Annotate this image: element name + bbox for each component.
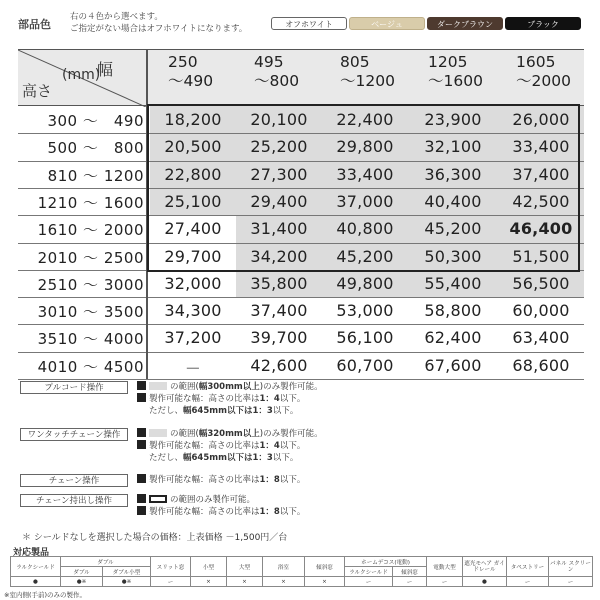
bottom-note: ※室内側(手前)のみの製作。 xyxy=(4,591,87,599)
width-range-to: ～2000 xyxy=(516,72,571,90)
product-support-mark: ー xyxy=(151,577,191,587)
width-range-from: 1205 xyxy=(428,53,468,71)
legend-line: 製作可能な幅：高さの比率は1：8以下。 xyxy=(137,506,305,518)
price-cell: 18,200 xyxy=(164,110,222,129)
legend-label-3: チェーン持出し操作 xyxy=(20,494,128,507)
product-support-mark: × xyxy=(305,577,345,587)
prod-header-6: 浴室 xyxy=(263,557,305,577)
price-cell: 32,100 xyxy=(424,137,482,157)
height-range-label: 3510 ～ 4000 xyxy=(37,330,144,349)
width-range-from: 250 xyxy=(168,53,198,71)
legend-label-1: ワンタッチチェーン操作 xyxy=(20,428,128,441)
price-cell: 25,200 xyxy=(250,137,308,157)
height-range-label: 2510 ～ 3000 xyxy=(37,275,144,294)
price-cell: 37,000 xyxy=(336,191,394,211)
prod-header-4: 小型 xyxy=(191,557,227,577)
price-cell: 31,400 xyxy=(250,219,308,239)
color-chip-1: ベージュ xyxy=(349,17,425,30)
bullet-square-icon xyxy=(137,381,146,390)
price-cell: 46,400 xyxy=(509,219,573,239)
prod-header-0: ラルクシールド xyxy=(11,557,61,577)
price-cell: 33,400 xyxy=(336,164,394,184)
width-range-from: 1605 xyxy=(516,53,556,71)
price-cell: 27,300 xyxy=(250,164,308,184)
prod-header-13: パネル スクリーン xyxy=(549,557,593,577)
legend-line: ただし、幅645mm以下は1：3以下。 xyxy=(149,453,299,463)
price-cell: 63,400 xyxy=(512,328,570,348)
shield-footnote: ＊ シールドなしを選択した場合の価格：上表価格 －1,500円／台 xyxy=(22,533,288,543)
height-range-label: 810 ～ 1200 xyxy=(47,166,144,185)
height-range-label: 1210 ～ 1600 xyxy=(37,193,144,212)
price-cell: 49,800 xyxy=(336,273,394,293)
bullet-square-icon xyxy=(137,474,146,483)
row-divider xyxy=(18,297,584,298)
width-range-header-4 xyxy=(516,53,600,91)
price-cell: － xyxy=(184,358,202,378)
price-cell: 29,400 xyxy=(250,191,308,211)
product-support-mark: ー xyxy=(507,577,549,587)
product-support-mark: ー xyxy=(549,577,593,587)
price-cell: 20,100 xyxy=(250,110,308,129)
price-cell: 68,600 xyxy=(512,355,570,375)
price-cell: 36,300 xyxy=(424,164,482,184)
price-cell: 35,800 xyxy=(250,273,308,293)
prod-header-12: タペストリー xyxy=(507,557,549,577)
parts-color-title: 部品色 xyxy=(18,18,51,31)
product-support-mark: ● xyxy=(11,577,61,587)
width-range-header-3 xyxy=(428,53,514,91)
legend-line: ただし、幅645mm以下は1：3以下。 xyxy=(149,406,299,416)
bullet-square-icon xyxy=(137,440,146,449)
parts-color-note xyxy=(70,11,247,35)
legend-line: の範囲(幅320mm以上)のみ製作可能。 xyxy=(137,428,323,440)
height-range-label: 4010 ～ 4500 xyxy=(37,357,144,376)
product-support-mark: × xyxy=(263,577,305,587)
bullet-square-icon xyxy=(137,506,146,515)
price-cell: 45,200 xyxy=(336,246,394,266)
price-cell: 22,800 xyxy=(164,164,222,184)
price-cell: 67,600 xyxy=(424,355,482,375)
row-divider xyxy=(18,352,584,353)
prod-header-5: 大型 xyxy=(227,557,263,577)
prod-values-row xyxy=(11,577,593,587)
prod-header-1: ダブル xyxy=(61,567,103,577)
price-cell: 29,800 xyxy=(336,137,394,157)
height-range-label: 300 ～ 490 xyxy=(47,112,144,130)
price-cell: 50,300 xyxy=(424,246,482,266)
price-cell: 22,400 xyxy=(336,110,394,129)
price-cell: 29,700 xyxy=(164,246,222,266)
price-cell: 20,500 xyxy=(164,137,222,157)
price-cell: 62,400 xyxy=(424,328,482,348)
height-range-label: 1610 ～ 2000 xyxy=(37,221,144,240)
unit-label: (mm) xyxy=(62,67,101,83)
width-range-header-0 xyxy=(168,53,254,91)
product-support-mark: ● xyxy=(463,577,507,587)
price-cell: 40,400 xyxy=(424,191,482,211)
height-label: 高さ xyxy=(22,82,53,100)
color-chip-0: オフホワイト xyxy=(271,17,347,30)
price-cell: 58,800 xyxy=(424,301,482,321)
price-cell: 56,500 xyxy=(512,273,570,293)
height-range-label: 500 ～ 800 xyxy=(47,139,144,158)
prod-header-8: ラルクシールド xyxy=(345,567,393,577)
product-support-mark: ●※ xyxy=(61,577,103,587)
width-range-to: ～1200 xyxy=(340,72,395,90)
prod-header-9: 傾斜窓 xyxy=(393,567,427,577)
product-support-mark: ー xyxy=(393,577,427,587)
product-support-mark: ー xyxy=(345,577,393,587)
gray-swatch-icon xyxy=(149,429,167,437)
prod-header-7: 傾斜窓 xyxy=(305,557,345,577)
width-range-from: 495 xyxy=(254,53,284,71)
price-cell: 60,700 xyxy=(336,355,394,375)
prod-header-11: 遮光モヘア ガイドレール xyxy=(463,557,507,577)
chain-pullout-range-frame xyxy=(147,104,580,272)
price-cell: 60,000 xyxy=(512,301,570,321)
height-range-label: 3010 ～ 3500 xyxy=(37,303,144,322)
price-cell: 37,200 xyxy=(164,328,222,348)
price-cell: 53,000 xyxy=(336,301,394,321)
legend-line: 製作可能な幅：高さの比率は1：4以下。 xyxy=(137,393,305,405)
price-cell: 33,400 xyxy=(512,137,570,157)
prod-header-10: 電動大型 xyxy=(427,557,463,577)
width-range-from: 805 xyxy=(340,53,370,71)
width-range-header-1 xyxy=(254,53,340,91)
color-chip-3: ブラック xyxy=(505,17,581,30)
legend-line: 製作可能な幅：高さの比率は1：8以下。 xyxy=(137,474,305,486)
legend-line: の範囲(幅300mm以上)のみ製作可能。 xyxy=(137,381,323,393)
price-cell: 34,300 xyxy=(164,301,222,321)
product-support-mark: × xyxy=(191,577,227,587)
width-range-header-2 xyxy=(340,53,426,91)
width-range-to: ～490 xyxy=(168,72,214,90)
product-support-mark: ー xyxy=(427,577,463,587)
products-table xyxy=(10,556,593,587)
row-divider xyxy=(18,379,584,380)
price-cell: 37,400 xyxy=(250,301,308,321)
price-cell: 25,100 xyxy=(164,191,222,211)
width-label: 幅 xyxy=(97,60,114,79)
color-chip-2: ダークブラウン xyxy=(427,17,503,30)
prod-group-homedecos: ホームデコス(電動) xyxy=(345,557,427,567)
price-cell: 27,400 xyxy=(164,219,222,239)
price-cell: 39,700 xyxy=(250,328,308,348)
row-divider xyxy=(18,324,584,325)
price-cell: 55,400 xyxy=(424,273,482,293)
price-cell: 42,600 xyxy=(250,355,308,375)
legend-line: の範囲のみ製作可能。 xyxy=(137,494,255,506)
price-cell: 51,500 xyxy=(512,246,570,266)
price-cell: 23,900 xyxy=(424,110,482,129)
bullet-square-icon xyxy=(137,428,146,437)
products-title: 対応製品 xyxy=(13,548,50,558)
outline-swatch-icon xyxy=(149,495,167,503)
prod-group-double: ダブル xyxy=(61,557,151,567)
legend-label-2: チェーン操作 xyxy=(20,474,128,487)
bullet-square-icon xyxy=(137,494,146,503)
bullet-square-icon xyxy=(137,393,146,402)
price-cell: 45,200 xyxy=(424,219,482,239)
prod-header-2: ダブル小型 xyxy=(103,567,151,577)
gray-swatch-icon xyxy=(149,382,167,390)
price-cell: 26,000 xyxy=(512,110,570,129)
price-cell: 40,800 xyxy=(336,219,394,239)
legend-label-0: プルコード操作 xyxy=(20,381,128,394)
price-cell: 32,000 xyxy=(164,273,222,293)
prod-header-3: スリット窓 xyxy=(151,557,191,577)
price-cell: 37,400 xyxy=(512,164,570,184)
width-range-to: ～1600 xyxy=(428,72,483,90)
price-cell: 42,500 xyxy=(512,191,570,211)
product-support-mark: ●※ xyxy=(103,577,151,587)
price-cell: 34,200 xyxy=(250,246,308,266)
product-support-mark: × xyxy=(227,577,263,587)
legend-line: 製作可能な幅：高さの比率は1：4以下。 xyxy=(137,440,305,452)
width-range-to: ～800 xyxy=(254,72,300,90)
price-cell: 56,100 xyxy=(336,328,394,348)
height-range-label: 2010 ～ 2500 xyxy=(37,248,144,267)
parts-color-note-line2: ご指定がない場合はオフホワイトになります。 xyxy=(70,24,248,34)
parts-color-note-line1: 右の４色から選べます。 xyxy=(70,12,163,22)
